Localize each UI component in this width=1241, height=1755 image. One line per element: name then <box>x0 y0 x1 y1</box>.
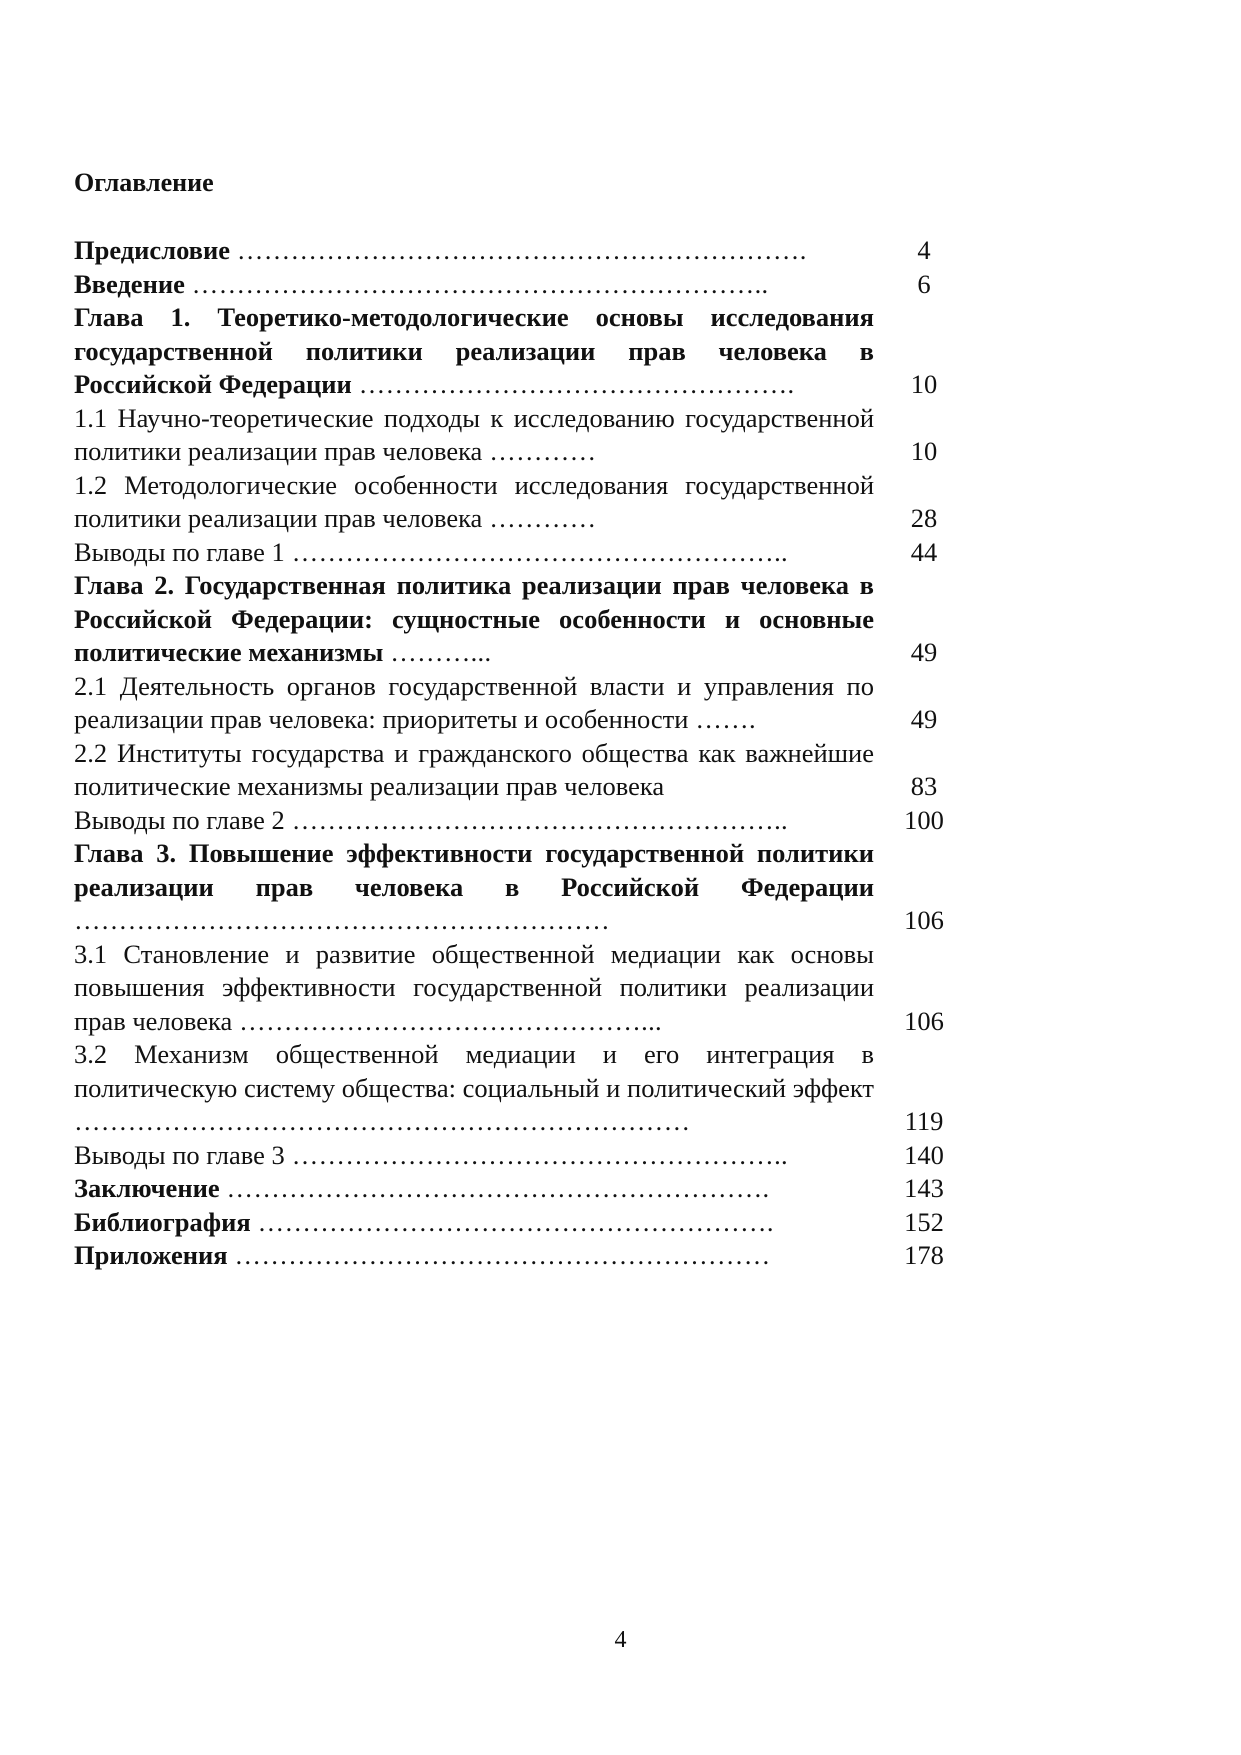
toc-entry-text <box>74 402 874 469</box>
toc-entry-title: Глава 2. Государственная политика реализации прав человека в Российской Федерации: сущностные особенности и основные политические механизмы <box>74 570 874 667</box>
toc-leader-dots: ……………………………………………………. <box>219 1173 770 1203</box>
toc-entry-text <box>74 1139 874 1173</box>
toc-entry-title: 2.2 Институты государства и гражданского общества как важнейшие политические механизмы реализации прав человека <box>74 737 874 801</box>
toc-entry-page: 44 <box>910 536 938 567</box>
toc-entry-conclusion <box>74 1172 974 1206</box>
toc-entry-preface <box>74 234 974 268</box>
toc-entry-title: Заключение <box>74 1173 220 1203</box>
toc-leader-dots: ………………………………………………………. <box>230 235 807 265</box>
toc-leader-dots: …………………………………………………. <box>250 1206 774 1237</box>
toc-entry-text <box>74 469 874 536</box>
toc-entry-page: 4 <box>917 235 931 265</box>
toc-entry-page: 119 <box>904 1106 944 1136</box>
toc-entry-text <box>74 670 874 737</box>
toc-leader-dots: ……. <box>688 704 756 734</box>
toc-leader-dots: ……………………………………………….. <box>284 1139 788 1170</box>
toc-leader-dots: ………... <box>383 637 492 667</box>
toc-leader-dots: ………… <box>482 436 597 466</box>
toc-leader-dots: ……………………………………………….. <box>284 536 788 567</box>
toc-leader-dots: …………………………………………………………… <box>74 1106 691 1136</box>
toc-entry-page: 140 <box>904 1139 944 1170</box>
toc-leader-dots: ………………………………………... <box>232 1005 662 1036</box>
toc-entry-text <box>74 1038 874 1139</box>
toc-entry-page: 28 <box>910 503 938 533</box>
toc-entry-page: 152 <box>904 1206 944 1237</box>
toc-entry-page: 49 <box>910 637 938 667</box>
toc-entry-page: 106 <box>904 1005 944 1036</box>
toc-leader-dots: …………………………………………………… <box>227 1240 771 1270</box>
toc-entry-section-2-2 <box>74 737 974 804</box>
toc-entry-title: 1.1 Научно-теоретические подходы к исследованию государственной политики реализации прав человека <box>74 402 874 466</box>
toc-entry-title: Выводы по главе 2 <box>74 804 285 835</box>
toc-entry-text <box>74 837 874 938</box>
toc-entry-page: 6 <box>917 268 931 299</box>
toc-entry-page: 100 <box>904 804 944 835</box>
toc-entry-introduction <box>74 268 974 302</box>
toc-entry-title: 3.1 Становление и развитие общественной медиации как основы повышения эффективности государственной политики реализации прав человека <box>74 938 874 1036</box>
toc-entry-chapter-3 <box>74 837 974 938</box>
toc-entry-page: 143 <box>904 1173 944 1203</box>
toc-entry-page: 10 <box>910 436 938 466</box>
toc-leader-dots: ……………………………………………….. <box>284 804 788 835</box>
toc-entry-page: 106 <box>904 905 944 935</box>
toc-entry-conclusions-1 <box>74 536 974 570</box>
toc-entry-title: 3.2 Механизм общественной медиации и его интеграция в политическую систему общества: социальный и политический эффект <box>74 1039 874 1103</box>
toc-entry-page: 83 <box>910 771 938 801</box>
toc-leader-dots: …………………………………………. <box>351 369 795 399</box>
toc-entry-title: Предисловие <box>74 235 230 265</box>
toc-entry-section-3-2 <box>74 1038 974 1139</box>
toc-entry-conclusions-3 <box>74 1139 974 1173</box>
toc-entry-title: Приложения <box>74 1240 228 1270</box>
toc-entry-text <box>74 737 874 804</box>
toc-entry-text <box>74 1206 874 1240</box>
toc-entry-text <box>74 1239 874 1273</box>
toc-entry-text <box>74 1172 874 1206</box>
toc-entry-title: Выводы по главе 1 <box>74 536 285 567</box>
toc-entry-text <box>74 536 874 570</box>
toc-entry-title: Глава 3. Повышение эффективности государственной политики реализации прав человека в Российской Федерации <box>74 838 874 902</box>
toc-entry-text <box>74 569 874 670</box>
toc-leader-dots: ………… <box>482 503 597 533</box>
toc-entry-page: 178 <box>904 1240 944 1270</box>
toc-entry-chapter-2 <box>74 569 974 670</box>
toc-entry-section-3-1 <box>74 938 974 1039</box>
toc-entry-text <box>74 268 874 302</box>
toc-entry-section-1-2 <box>74 469 974 536</box>
toc-entry-section-1-1 <box>74 402 974 469</box>
toc-entry-page: 49 <box>910 704 938 734</box>
toc-leader-dots: ……………………………………………………….. <box>184 268 769 299</box>
toc-entry-text <box>74 938 874 1039</box>
toc-entry-page: 10 <box>910 369 938 399</box>
toc-entry-conclusions-2 <box>74 804 974 838</box>
toc-heading: Оглавление <box>74 168 214 197</box>
toc-entry-bibliography <box>74 1206 974 1240</box>
toc-entry-title: Введение <box>74 268 185 299</box>
toc-entry-text <box>74 234 874 268</box>
toc-entry-title: Выводы по главе 3 <box>74 1139 285 1170</box>
toc-entry-text <box>74 301 874 402</box>
toc-entry-title: Библиография <box>74 1206 251 1237</box>
toc-entry-section-2-1 <box>74 670 974 737</box>
page-number: 4 <box>614 1627 627 1653</box>
toc-entry-text <box>74 804 874 838</box>
toc-leader-dots: …………………………………………………… <box>74 905 610 935</box>
toc-entry-appendices <box>74 1239 974 1273</box>
toc-entry-title: 2.1 Деятельность органов государственной власти и управления по реализации прав человека: приоритеты и особенности <box>74 670 874 734</box>
toc-entry-title: 1.2 Методологические особенности исследования государственной политики реализации прав человека <box>74 469 874 533</box>
table-of-contents <box>74 234 974 1273</box>
toc-entry-title: Глава 1. Теоретико-методологические основы исследования государственной политики реализации прав человека в Российской Федерации <box>74 302 874 399</box>
toc-entry-chapter-1 <box>74 301 974 402</box>
